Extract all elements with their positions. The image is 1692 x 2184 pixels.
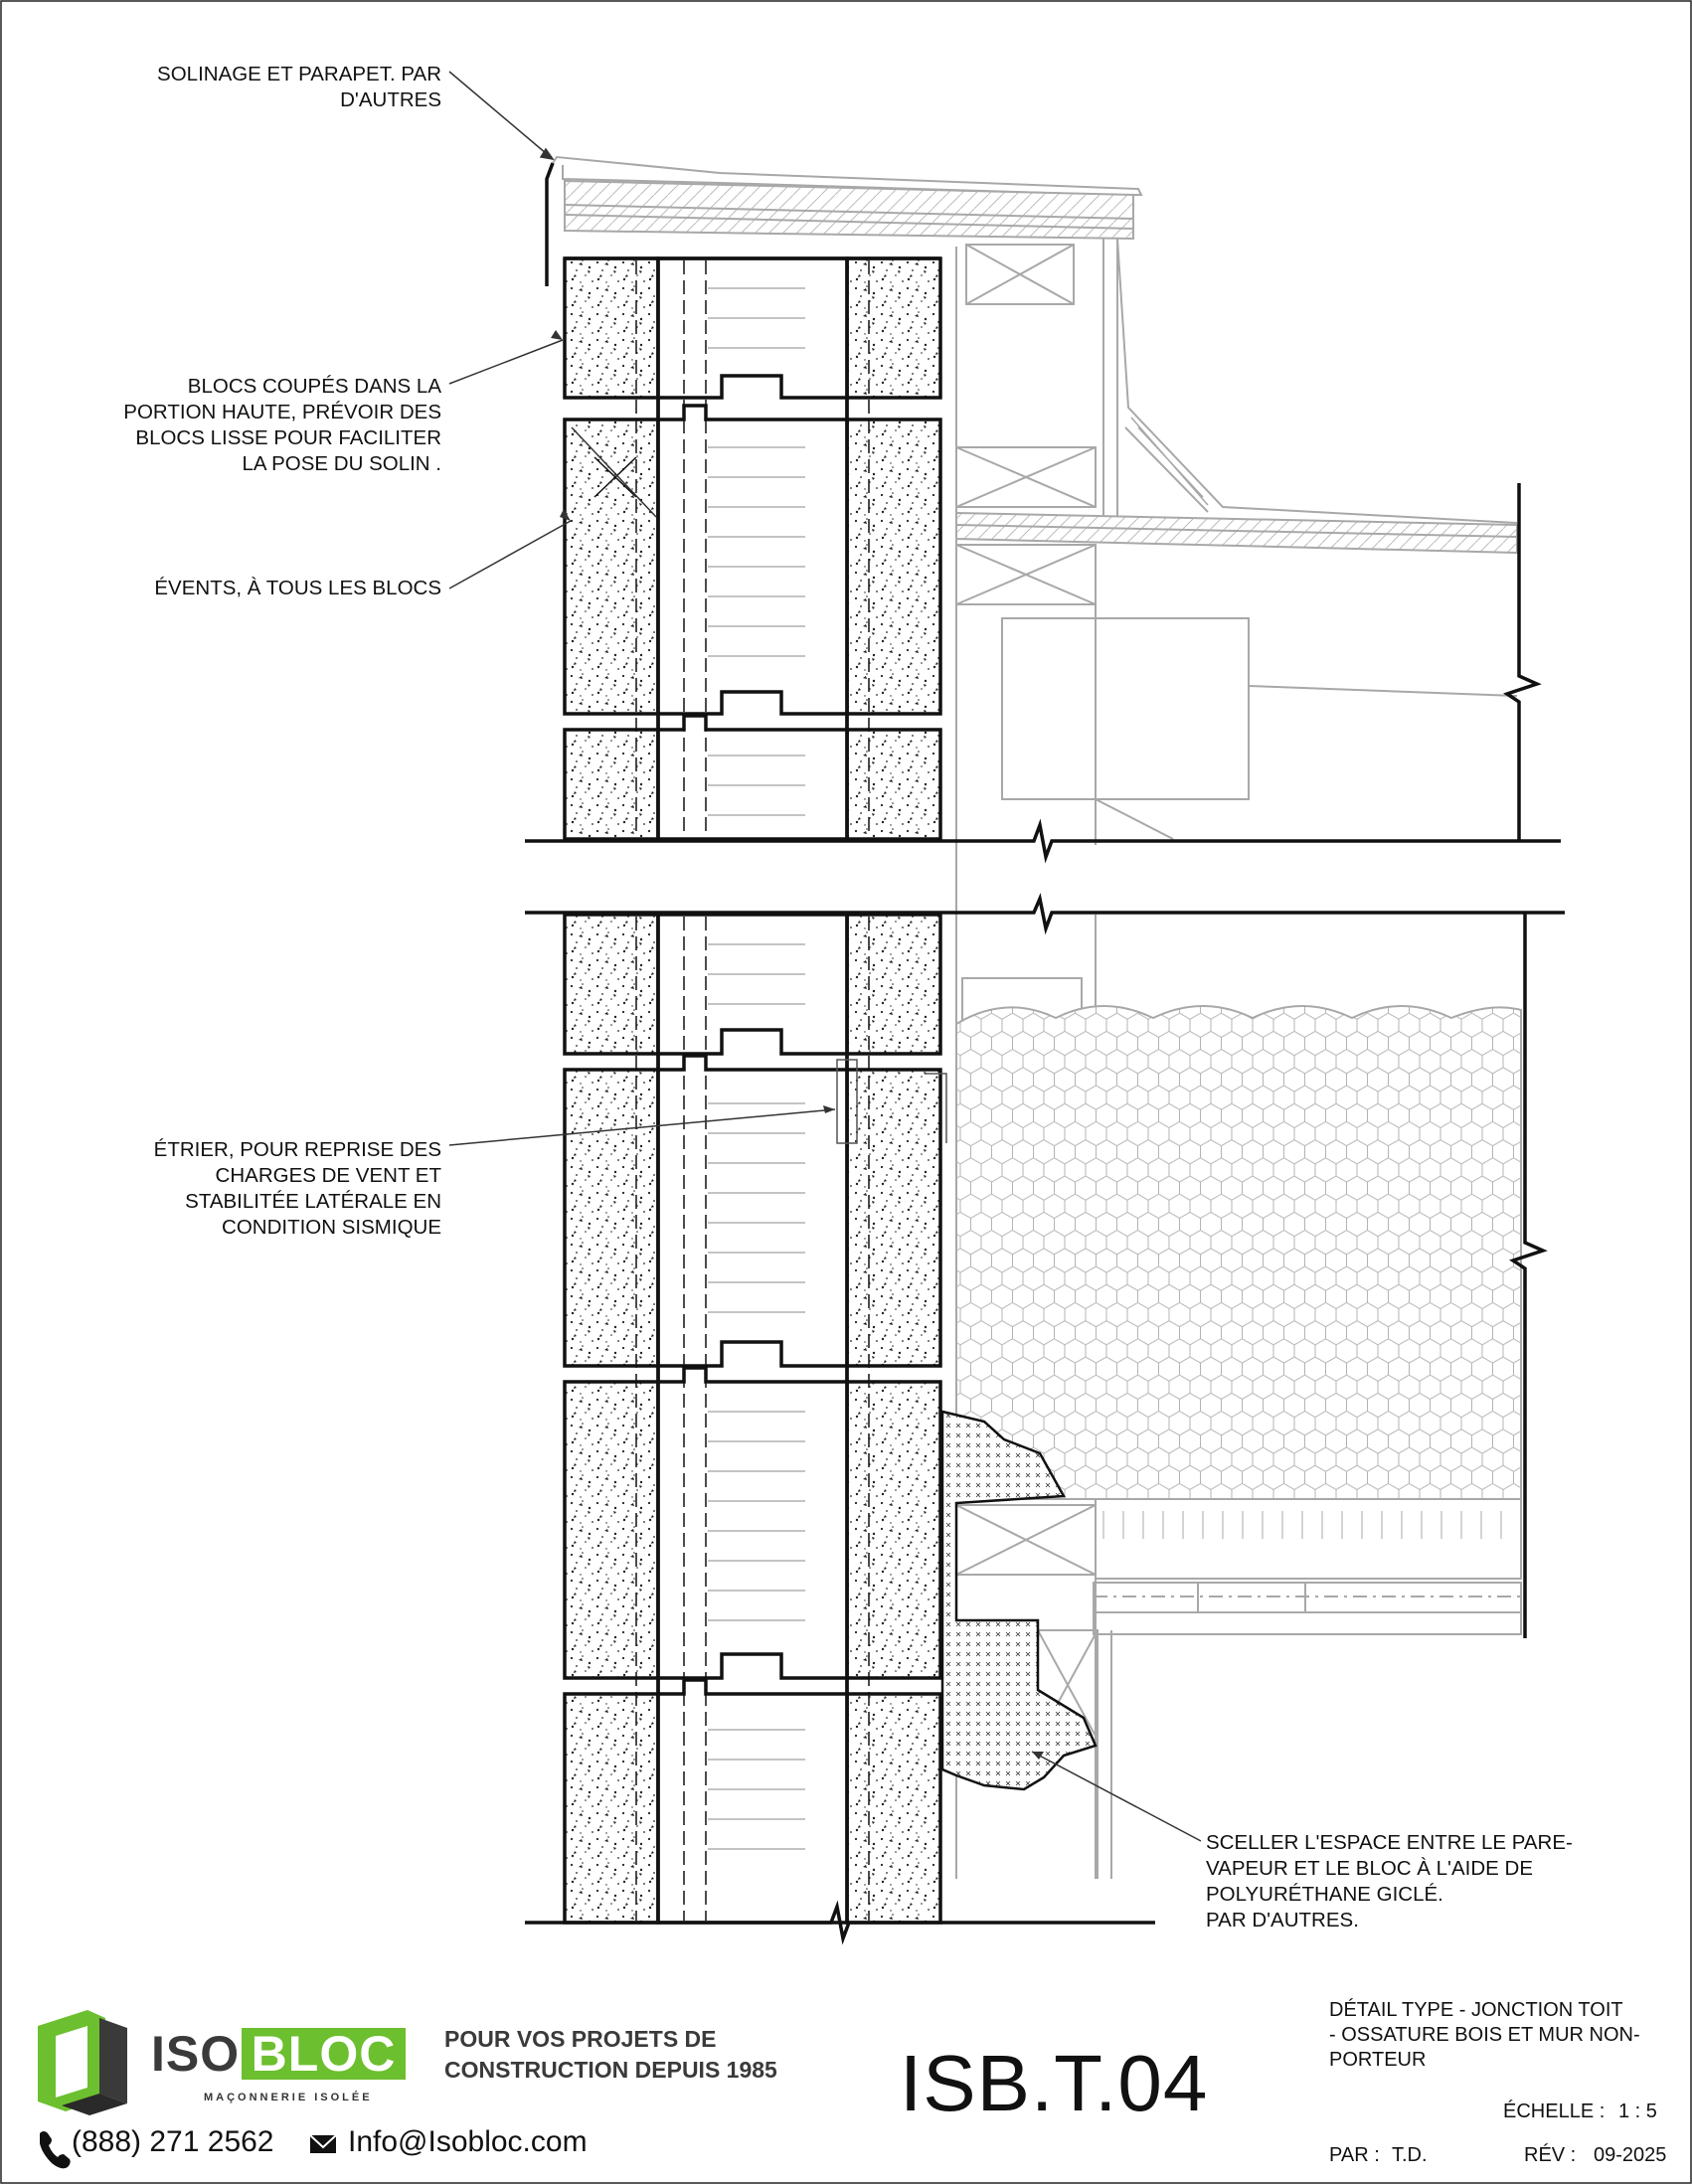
note-etrier: ÉTRIER, POUR REPRISE DES CHARGES DE VENT ET STABILITÉE LATÉRALE EN CONDITION SISMIQUE	[153, 1138, 441, 1239]
phone-number: (888) 271 2562	[72, 2125, 274, 2158]
drawing-code: ISB.T.04	[900, 2039, 1209, 2127]
email-link[interactable]: Info@Isobloc.com	[348, 2125, 588, 2158]
rev-value: 09-2025	[1594, 2144, 1667, 2166]
slogan: POUR VOS PROJETS DE CONSTRUCTION DEPUIS 1985	[444, 2026, 777, 2083]
note-events: ÉVENTS, À TOUS LES BLOCS	[154, 577, 441, 599]
brand-subtitle: MAÇONNERIE ISOLÉE	[204, 2092, 373, 2103]
lower-wall	[565, 915, 940, 1923]
note-blocs-coupes: BLOCS COUPÉS DANS LA PORTION HAUTE, PRÉVOIR DES BLOCS LISSE POUR FACILITER LA POSE DU SOLIN .	[123, 375, 441, 475]
spray-insulation	[956, 1006, 1521, 1499]
note-sceller: SCELLER L'ESPACE ENTRE LE PARE- VAPEUR ET LE BLOC À L'AIDE DE POLYURÉTHANE GICLÉ. PAR D'AUTRES.	[1206, 1831, 1573, 1932]
rev-label: RÉV :	[1524, 2144, 1577, 2166]
upper-wall	[565, 258, 940, 839]
scale-value: 1 : 5	[1618, 2100, 1657, 2122]
phone-icon	[40, 2131, 71, 2168]
scale-label: ÉCHELLE :	[1503, 2100, 1606, 2122]
by-label: PAR :	[1329, 2144, 1380, 2166]
by-value: T.D.	[1392, 2144, 1428, 2166]
drawing-title: DÉTAIL TYPE - JONCTION TOIT - OSSATURE BOIS ET MUR NON- PORTEUR	[1329, 1999, 1640, 2071]
note-solinage: SOLINAGE ET PARAPET. PAR D'AUTRES	[157, 63, 441, 111]
mail-icon	[310, 2135, 336, 2153]
brand-iso: ISO	[151, 2026, 241, 2082]
brand-bloc: BLOC	[242, 2028, 406, 2080]
isobloc-logo-icon	[38, 2010, 127, 2115]
